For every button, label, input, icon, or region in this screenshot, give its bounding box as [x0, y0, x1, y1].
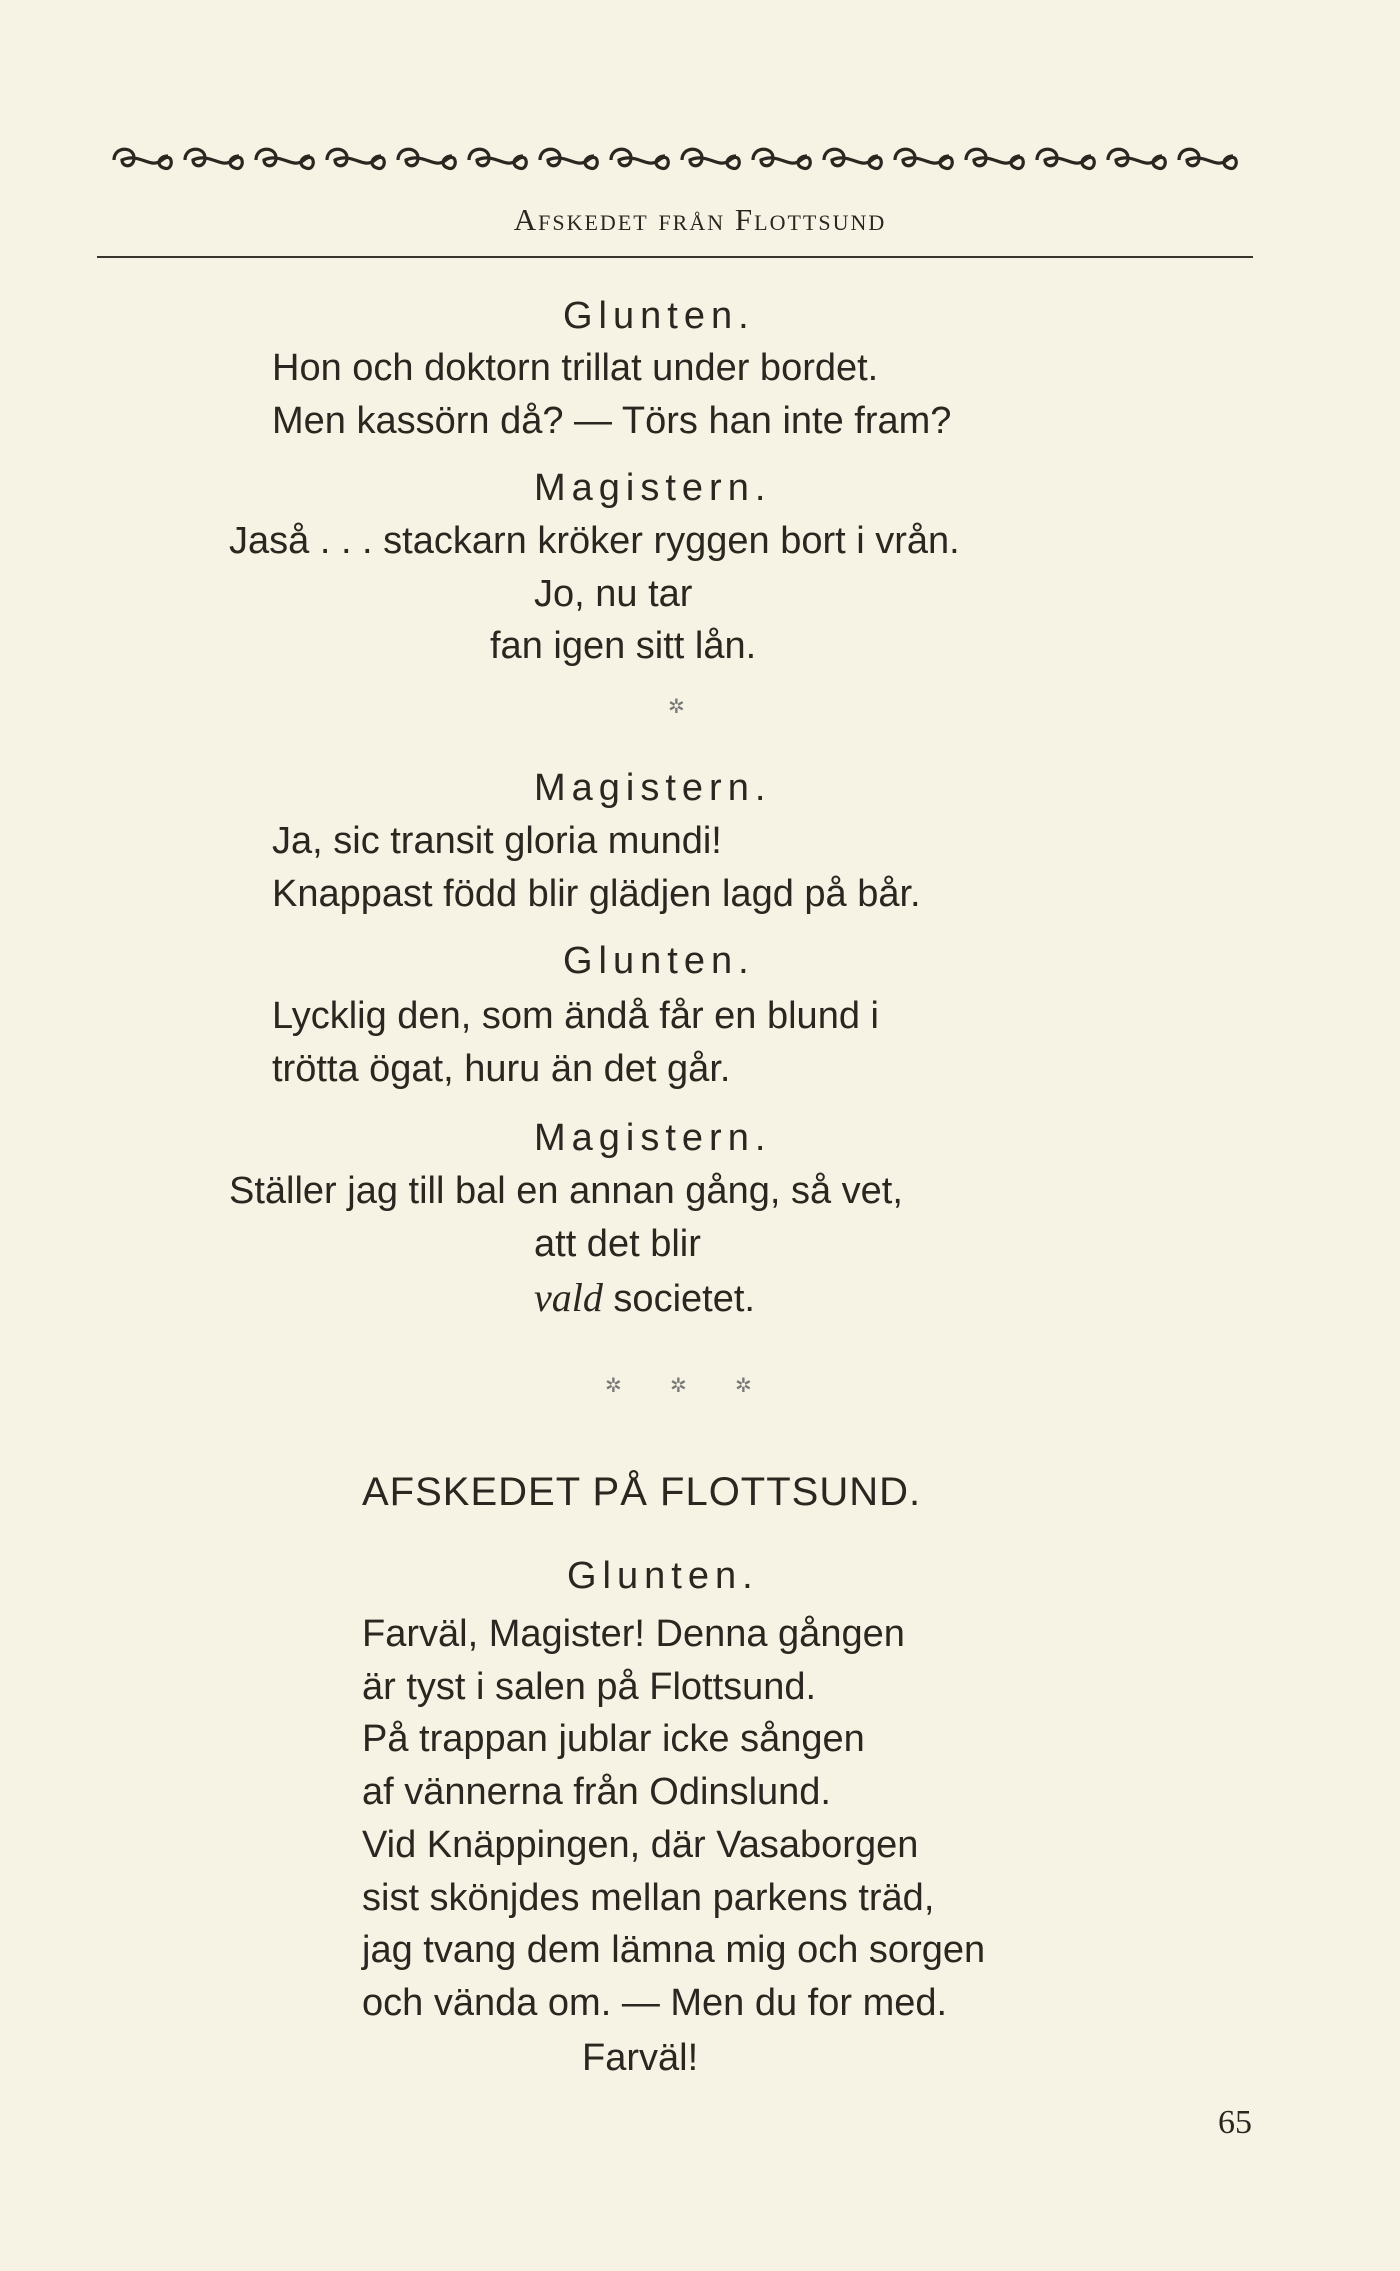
scroll-ornament-icon: [824, 149, 881, 168]
verse-line: trötta ögat, huru än det går.: [272, 1048, 731, 1090]
scroll-ornament-icon: [540, 149, 597, 168]
poem-title: AFSKEDET PÅ FLOTTSUND.: [362, 1470, 922, 1514]
verse-line: Men kassörn då? — Törs han inte fram?: [272, 400, 952, 442]
verse-line: Hon och doktorn trillat under bordet.: [272, 347, 879, 389]
speaker-label: Glunten.: [563, 940, 755, 982]
speaker-label: Magistern.: [534, 467, 772, 509]
verse-line: fan igen sitt lån.: [490, 625, 757, 667]
speaker-label: Glunten.: [567, 1555, 759, 1597]
poem-line: sist skönjdes mellan parkens träd,: [362, 1876, 935, 1919]
header-ornament: [110, 138, 1246, 178]
verse-line: Ja, sic transit gloria mundi!: [272, 820, 722, 862]
scroll-ornament-icon: [185, 149, 242, 168]
scroll-ornament-icon: [682, 149, 739, 168]
scroll-ornament-icon: [256, 149, 313, 168]
scroll-ornament-icon: [753, 149, 810, 168]
scroll-ornament-icon: [327, 149, 384, 168]
page-number: 65: [1218, 2104, 1252, 2141]
scroll-ornament-icon: [966, 149, 1023, 168]
scroll-ornament-icon: [895, 149, 952, 168]
verse-line: [534, 1272, 755, 1324]
scroll-ornament-icon: [1179, 149, 1236, 168]
section-asterisk: ✲: [735, 1375, 752, 1397]
poem-line: På trappan jublar icke sången: [362, 1718, 865, 1761]
speaker-label: Magistern.: [534, 1117, 772, 1159]
header-rule: [97, 256, 1253, 258]
speaker-label: Magistern.: [534, 767, 772, 809]
poem-line: Farväl, Magister! Denna gången: [362, 1613, 905, 1655]
section-asterisk: ✲: [605, 1375, 622, 1397]
scroll-ornament-icon: [469, 149, 526, 168]
verse-line: att det blir: [534, 1223, 701, 1265]
verse-line-rest: societet.: [602, 1278, 755, 1320]
closing-line: Farväl!: [582, 2037, 699, 2079]
verse-line: Knappast född blir glädjen lagd på bår.: [272, 873, 921, 915]
speaker-label: Glunten.: [563, 295, 755, 337]
scroll-ornament-icon: [398, 149, 455, 168]
verse-line: Ställer jag till bal en annan gång, så vet,: [229, 1170, 903, 1212]
italic-word: vald: [534, 1275, 603, 1320]
poem-line: är tyst i salen på Flottsund.: [362, 1665, 817, 1708]
verse-line: Jo, nu tar: [534, 573, 693, 615]
verse-line: Jaså . . . stackarn kröker ryggen bort i vrån.: [229, 520, 960, 562]
section-asterisk: ✲: [670, 1375, 687, 1397]
scroll-ornament-icon: [1037, 149, 1094, 168]
scroll-ornament-icon: [114, 149, 171, 168]
running-head: Afskedet från Flottsund: [513, 202, 887, 237]
poem-line: af vännerna från Odinslund.: [362, 1771, 831, 1814]
poem-line: Vid Knäppingen, där Vasaborgen: [362, 1823, 919, 1866]
section-asterisk: ✲: [668, 696, 685, 718]
scroll-ornament-icon: [1108, 149, 1165, 168]
poem-line: jag tvang dem lämna mig och sorgen: [362, 1929, 986, 1972]
verse-line: Lycklig den, som ändå får en blund i: [272, 995, 879, 1037]
poem-line: och vända om. — Men du for med.: [362, 1981, 948, 2024]
scroll-ornament-icon: [611, 149, 668, 168]
